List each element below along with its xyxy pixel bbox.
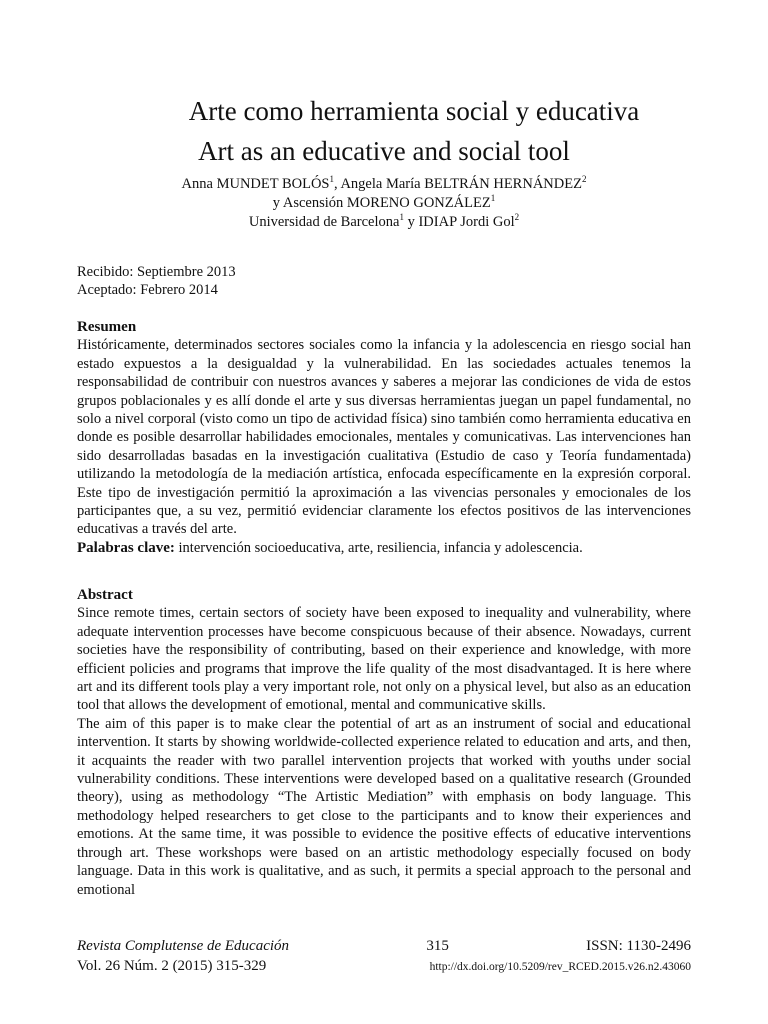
accepted-date: Aceptado: Febrero 2014 <box>77 282 218 298</box>
page-number: 315 <box>426 938 449 954</box>
title-english: Art as an educative and social tool <box>198 136 570 166</box>
abstract-section <box>77 586 691 899</box>
resumen-section <box>77 318 691 557</box>
abstract-paragraph-2: The aim of this paper is to make clear the potential of art as an instrument of social and educational intervention. It starts by showing worldwide-collected experience related to education and arts, and then, it acquaints the reader with two parallel intervention projects that worked with youths under social vulnerability conditions. These interventions were developed based on a qualitative research (Grounded theory), using as methodology “The Artistic Mediation” with emphasis on body language. This methodology helped researchers to get close to the participants and to know their experiences and emotions. At the same time, it was possible to evidence the positive effects of educative interventions through art. These workshops were based on an artistic methodology especially focused on body language. Data in this work is qualitative, and as such, it permits a special approach to the personal and emotional <box>77 715 691 898</box>
authors-line-2 <box>0 194 768 213</box>
affiliation-mark: 2 <box>581 174 587 184</box>
authors-block <box>0 175 768 232</box>
resumen-text: Históricamente, determinados sectores sociales como la infancia y la adolescencia en riesgo social han estado expuestos a la desigualdad y la vulnerabilidad. En las sociedades actuales tenemos la responsabilidad de contribuir con nuestros avances y saberes a mejorar las condiciones de vida de estos grupos poblacionales y es allí donde el arte y sus diversas herramientas juegan un papel fundamental, no solo a nivel corporal (visto como un tipo de actividad física) sino también como herramienta educativa en donde es posible desarrollar habilidades emocionales, mentales y comunicativas. Las intervenciones han sido desarrolladas basadas en la investigación cualitativa (Estudio de caso y Teoría fundamentada) utilizando la metodología de la mediación artística, enfocada específicamente en la expresión corporal. Este tipo de investigación permitió la aproximación a las vivencias personales y emocionales de los participantes que, a su vez, permitió evidenciar claramente los efectos positivos de las intervenciones educativas a través del arte. <box>77 337 691 538</box>
doi-link[interactable]: http://dx.doi.org/10.5209/rev_RCED.2015.v26.n2.43060 <box>429 961 691 973</box>
affiliation-idiap: y IDIAP Jordi Gol <box>403 214 515 230</box>
abstract-paragraph-1: Since remote times, certain sectors of society have been exposed to inequality and vulnerability, where adequate intervention processes have become conspicuous because of their absence. Nowadays, current societies have the responsibility of contributing, based on their experience and knowledge, with more efficient policies and programs that improve the life quality of the most disadvantaged. It is here where art and its different tools play a very important role, not only on a physical level, but also as an education tool that allows the development of emotional, mental and communicative skills. <box>77 605 691 714</box>
affiliation-mark: 1 <box>490 193 496 203</box>
affiliation-barcelona: Universidad de Barcelona <box>248 214 400 230</box>
dates-block <box>77 263 236 299</box>
journal-name: Revista Complutense de Educación <box>77 938 290 954</box>
keywords-line <box>77 539 691 557</box>
abstract-heading: Abstract <box>77 587 133 603</box>
author-beltran: , Angela María BELTRÁN HERNÁNDEZ <box>334 176 582 192</box>
authors-line-1 <box>0 175 768 194</box>
issn: ISSN: 1130-2496 <box>586 938 691 954</box>
resumen-heading: Resumen <box>77 319 137 335</box>
footer-row-2 <box>77 956 691 977</box>
footer-row-1 <box>77 936 691 956</box>
affiliation-mark: 1 <box>399 212 404 222</box>
received-date: Recibido: Septiembre 2013 <box>77 264 236 280</box>
affiliation-mark: 1 <box>329 174 334 184</box>
keywords-label: Palabras clave: <box>77 539 175 556</box>
author-moreno: y Ascensión MORENO GONZÁLEZ <box>272 195 491 211</box>
page-footer <box>77 936 691 977</box>
title-spanish: Arte como herramienta social y educativa <box>188 96 640 126</box>
affiliations-line <box>0 213 768 232</box>
volume-info: Vol. 26 Núm. 2 (2015) 315-329 <box>77 958 267 974</box>
affiliation-mark: 2 <box>514 212 520 222</box>
author-mundet: Anna MUNDET BOLÓS <box>181 176 330 192</box>
keywords-text: intervención socioeducativa, arte, resiliencia, infancia y adolescencia. <box>174 539 583 556</box>
